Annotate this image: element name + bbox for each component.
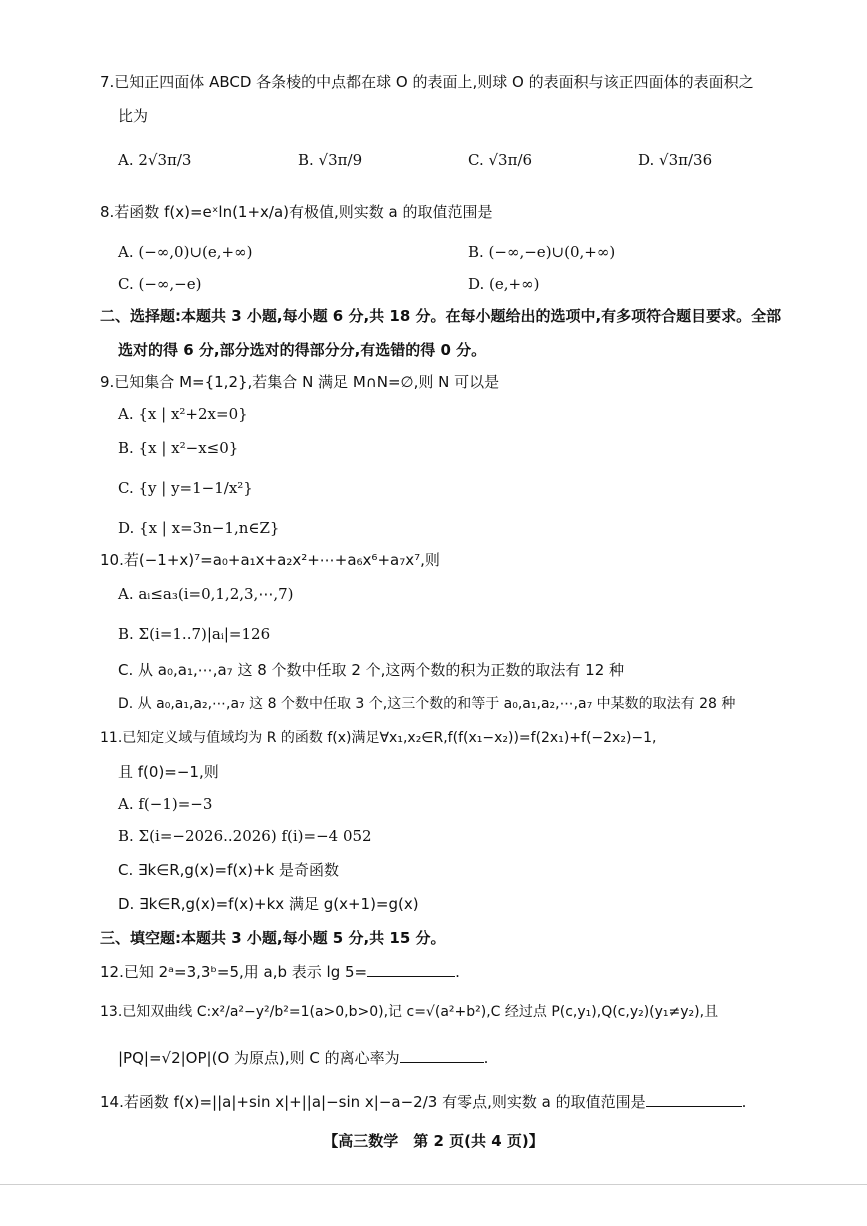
q10-option-d: D. 从 a₀,a₁,a₂,⋯,a₇ 这 8 个数中任取 3 个,这三个数的和等于 a₀,a₁,a₂,⋯,a₇ 中某数的取法有 28 种 xyxy=(118,696,736,712)
page-footer: 【高三数学 第 2 页(共 4 页)】 xyxy=(323,1132,544,1150)
q7-option-a: A. 2√3π/3 xyxy=(118,151,192,169)
q13-stem-line2 xyxy=(118,1046,488,1068)
q9-option-b: B. {x | x²−x≤0} xyxy=(118,439,239,457)
q9-option-d: D. {x | x=3n−1,n∈Z} xyxy=(118,519,280,537)
q11-option-a: A. f(−1)=−3 xyxy=(118,795,213,813)
q8-stem: 8.若函数 f(x)=eˣln(1+x/a)有极值,则实数 a 的取值范围是 xyxy=(100,203,493,221)
q7-stem-line1: 7.已知正四面体 ABCD 各条棱的中点都在球 O 的表面上,则球 O 的表面积与该正四面体的表面积之 xyxy=(100,73,754,91)
q14-text: 14.若函数 f(x)=||a|+sin x|+||a|−sin x|−a−2/3 有零点,则实数 a 的取值范围是 xyxy=(100,1093,646,1111)
q7-option-c: C. √3π/6 xyxy=(468,151,533,169)
q12-period: . xyxy=(455,963,460,981)
q11-option-b: B. Σ(i=−2026..2026) f(i)=−4 052 xyxy=(118,827,372,845)
q11-option-d: D. ∃k∈R,g(x)=f(x)+kx 满足 g(x+1)=g(x) xyxy=(118,895,419,913)
q14-period: . xyxy=(741,1093,747,1111)
q9-stem: 9.已知集合 M={1,2},若集合 N 满足 M∩N=∅,则 N 可以是 xyxy=(100,373,500,391)
section3-heading: 三、填空题:本题共 3 小题,每小题 5 分,共 15 分。 xyxy=(100,929,446,947)
q8-option-a: A. (−∞,0)∪(e,+∞) xyxy=(118,243,253,261)
q7-option-b: B. √3π/9 xyxy=(298,151,363,169)
q10-stem: 10.若(−1+x)⁷=a₀+a₁x+a₂x²+⋯+a₆x⁶+a₇x⁷,则 xyxy=(100,551,440,569)
q11-stem-line1: 11.已知定义域与值域均为 R 的函数 f(x)满足∀x₁,x₂∈R,f(f(x₁−x₂))=f(2x₁)+f(−2x₂)−1, xyxy=(100,730,657,746)
q8-option-d: D. (e,+∞) xyxy=(468,275,540,293)
q8-option-c: C. (−∞,−e) xyxy=(118,275,202,293)
page-bottom-divider xyxy=(0,1184,867,1185)
q14-answer-blank[interactable] xyxy=(646,1090,742,1107)
q13-period: . xyxy=(483,1049,489,1067)
q12-text: 12.已知 2ᵃ=3,3ᵇ=5,用 a,b 表示 lg 5= xyxy=(100,963,368,981)
q7-stem-line2: 比为 xyxy=(118,107,149,125)
q10-option-c: C. 从 a₀,a₁,⋯,a₇ 这 8 个数中任取 2 个,这两个数的积为正数的取法有 12 种 xyxy=(118,661,625,679)
q14-stem xyxy=(100,1090,746,1112)
q9-option-a: A. {x | x²+2x=0} xyxy=(118,405,248,423)
q13-text: |PQ|=√2|OP|(O 为原点),则 C 的离心率为 xyxy=(118,1049,400,1067)
q11-stem-line2: 且 f(0)=−1,则 xyxy=(118,763,219,781)
q13-stem-line1: 13.已知双曲线 C:x²/a²−y²/b²=1(a>0,b>0),记 c=√(a²+b²),C 经过点 P(c,y₁),Q(c,y₂)(y₁≠y₂),且 xyxy=(100,1004,719,1020)
q10-option-b: B. Σ(i=1..7)|aᵢ|=126 xyxy=(118,625,271,643)
q12-stem xyxy=(100,960,460,982)
q7-option-d: D. √3π/36 xyxy=(638,151,713,169)
q8-option-b: B. (−∞,−e)∪(0,+∞) xyxy=(468,243,616,261)
q13-answer-blank[interactable] xyxy=(400,1046,484,1063)
q10-option-a: A. aᵢ≤a₃(i=0,1,2,3,⋯,7) xyxy=(118,585,294,603)
q9-option-c: C. {y | y=1−1/x²} xyxy=(118,479,253,497)
q11-option-c: C. ∃k∈R,g(x)=f(x)+k 是奇函数 xyxy=(118,861,339,879)
q12-answer-blank[interactable] xyxy=(367,960,455,977)
section2-heading-line1: 二、选择题:本题共 3 小题,每小题 6 分,共 18 分。在每小题给出的选项中,有多项符合题目要求。全部 xyxy=(100,307,782,325)
section2-heading-line2: 选对的得 6 分,部分选对的得部分分,有选错的得 0 分。 xyxy=(118,341,487,359)
